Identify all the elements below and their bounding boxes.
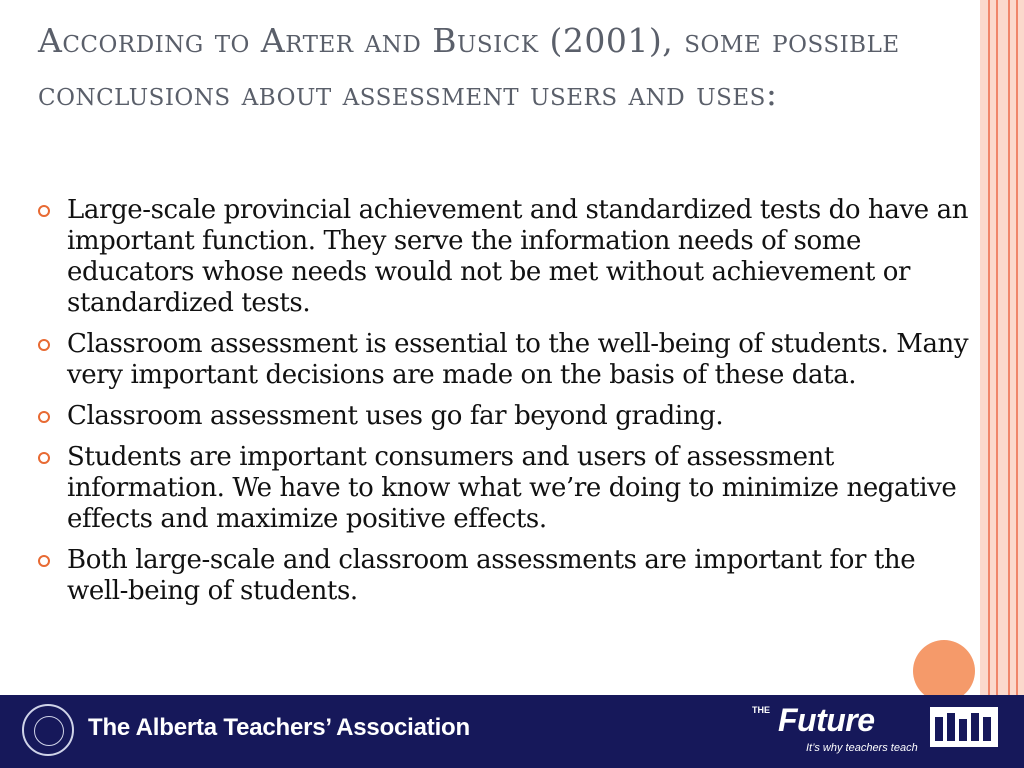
- association-name: The Alberta Teachers’ Association: [88, 714, 470, 741]
- bullet-item: [38, 545, 978, 607]
- bullet-circle-icon: [38, 452, 50, 464]
- stripe-line: [1008, 0, 1010, 695]
- bullet-item: [38, 401, 978, 432]
- future-logo-text: Future: [778, 702, 875, 738]
- ata-seal-logo: [22, 704, 74, 756]
- right-decorative-stripes: [980, 0, 1024, 695]
- bullet-circle-icon: [38, 205, 50, 217]
- raised-hands-icon: [930, 707, 998, 747]
- bullet-circle-icon: [38, 411, 50, 423]
- future-logo-the: THE: [752, 705, 770, 715]
- slide-title: According to Arter and Busick (2001), some possible conclusions about assessment users and uses:: [38, 21, 900, 113]
- bullet-item: [38, 442, 978, 535]
- footer-banner: [0, 695, 1024, 768]
- bullet-text: Classroom assessment uses go far beyond grading.: [67, 401, 724, 431]
- bullet-text: Students are important consumers and users of assessment information. We have to know what we’re doing to minimize negative effects and maximize positive effects.: [67, 442, 957, 534]
- bullet-list: [38, 195, 978, 617]
- seal-inner-ring: [34, 716, 64, 746]
- bullet-circle-icon: [38, 339, 50, 351]
- bullet-item: [38, 195, 978, 319]
- stripe-line: [996, 0, 998, 695]
- future-logo-tagline: It’s why teachers teach: [806, 742, 918, 754]
- bullet-text: Large-scale provincial achievement and standardized tests do have an important function. They serve the information needs of some educators whose needs would not be met without achievement or standardized tests.: [67, 195, 969, 318]
- bullet-item: [38, 329, 978, 391]
- stripe-line: [1016, 0, 1018, 695]
- decorative-orange-circle: [913, 640, 975, 702]
- bullet-text: Both large-scale and classroom assessments are important for the well-being of students.: [67, 545, 916, 606]
- stripe-line: [988, 0, 990, 695]
- bullet-circle-icon: [38, 555, 50, 567]
- bullet-text: Classroom assessment is essential to the well-being of students. Many very important decisions are made on the basis of these data.: [67, 329, 969, 390]
